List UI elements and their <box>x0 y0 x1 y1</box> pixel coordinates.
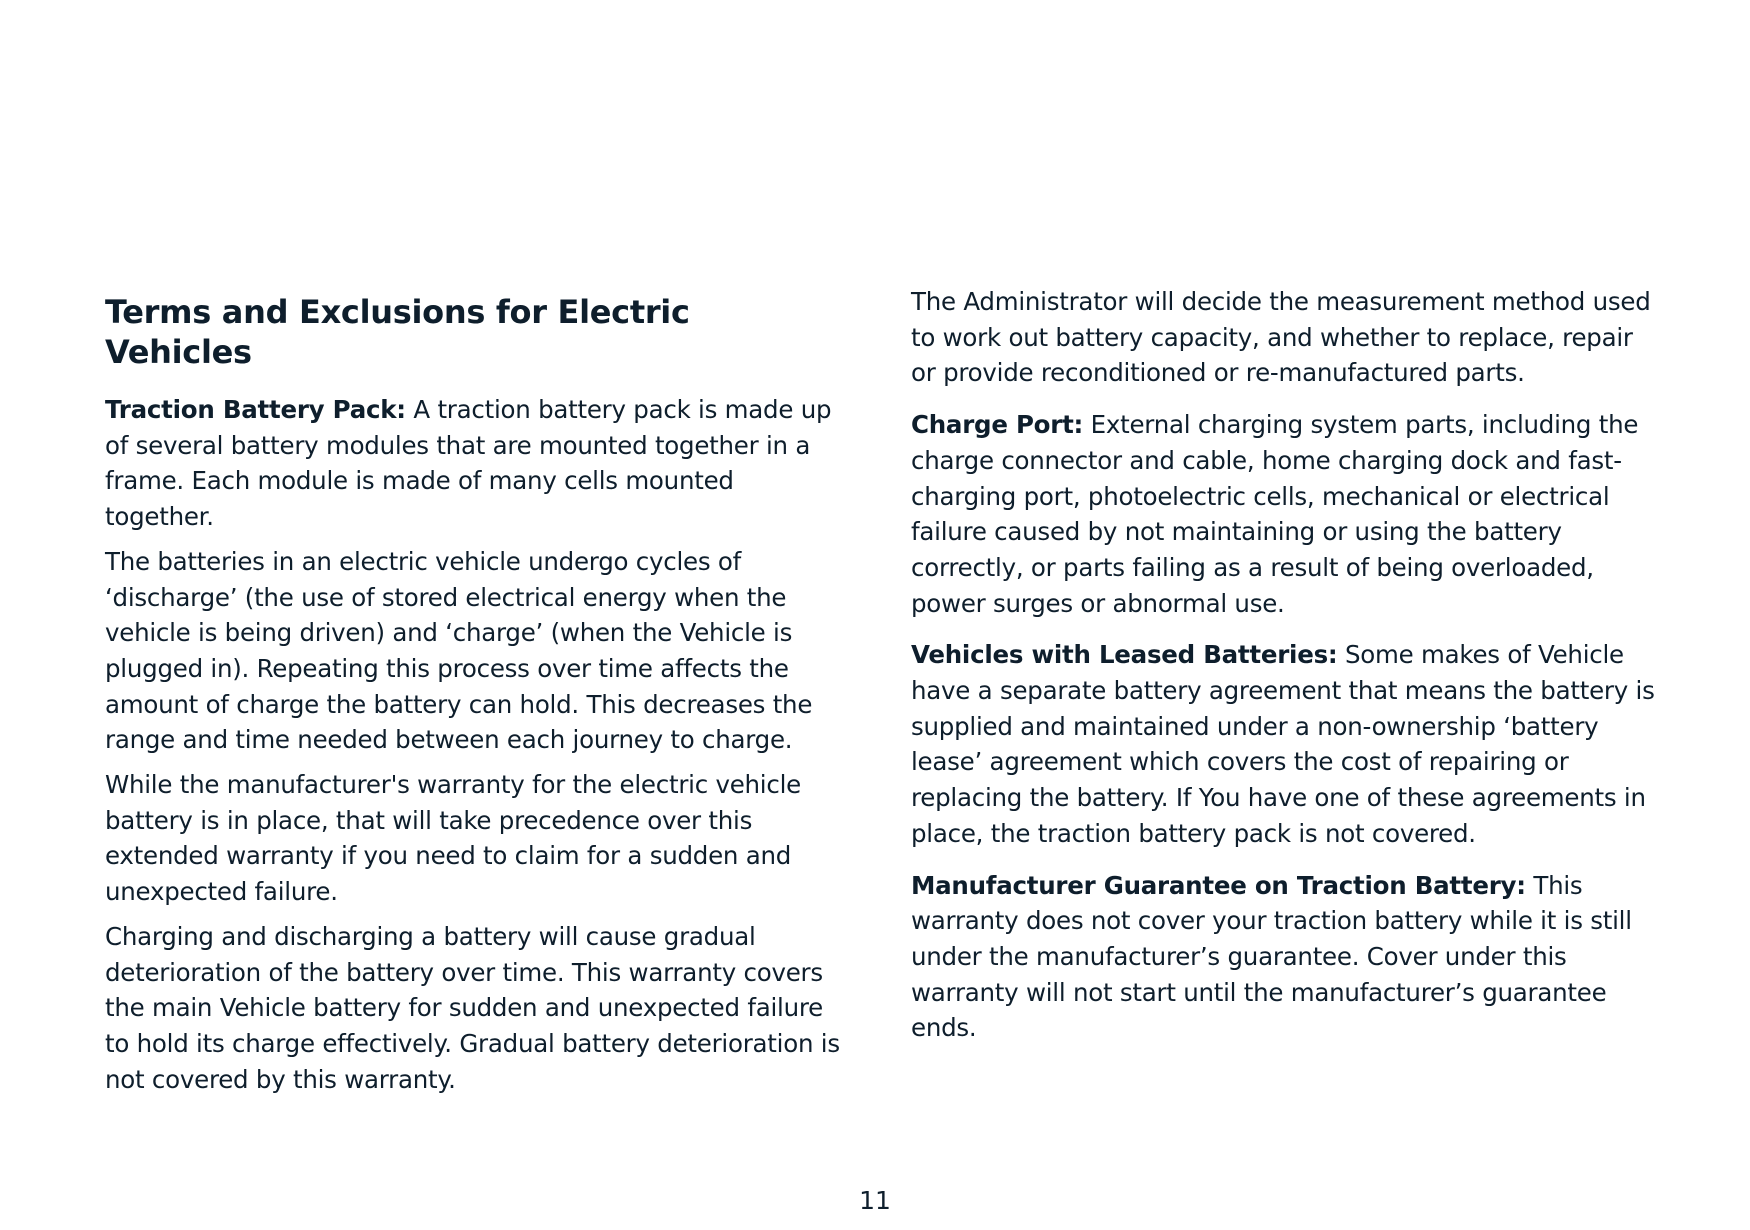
deterioration-paragraph: Charging and discharging a battery will cause gradual deterioration of the battery over time. This warranty covers the main Vehicle battery for sudden and unexpected failure to hold its charge effectively. Gradual battery deterioration is not covered by this warranty. <box>105 921 840 1094</box>
charge-port-paragraph <box>911 407 1656 621</box>
administrator-paragraph: The Administrator will decide the measurement method used to work out battery capacity, and whether to replace, repair or provide reconditioned or re-manufactured parts. <box>911 287 1651 388</box>
leased-batteries-text: Some makes of Vehicle have a separate battery agreement that means the battery is supplied and maintained under a non-ownership ‘battery lease’ agreement which covers the cost of repairing or replacing the battery. If You have one of these agreements in place, the traction battery pack is not covered. <box>911 640 1655 848</box>
manufacturer-guarantee-text: This warranty does not cover your traction battery while it is still under the manufacturer’s guarantee. Cover under this warranty will not start until the manufacturer’s guarantee ends. <box>911 870 1632 1043</box>
manufacturer-guarantee-term: Manufacturer Guarantee on Traction Battery: <box>911 870 1526 900</box>
battery-cycles-paragraph: The batteries in an electric vehicle undergo cycles of ‘discharge’ (the use of stored electrical energy when the vehicle is being driven) and ‘charge’ (when the Vehicle is plugged in). Repeating this process over time affects the amount of charge the battery can hold. This decreases the range and time needed between each journey to charge. <box>105 546 813 755</box>
charge-port-text: External charging system parts, including the charge connector and cable, home charging dock and fast-charging port, photoelectric cells, mechanical or electrical failure caused by not maintaining or using the battery correctly, or parts failing as a result of being overloaded, power surges or abnormal use. <box>911 410 1639 618</box>
page-number: 11 <box>859 1186 891 1215</box>
left-column <box>105 292 847 1106</box>
leased-batteries-term: Vehicles with Leased Batteries: <box>911 640 1338 670</box>
manufacturer-guarantee-paragraph <box>911 868 1656 1047</box>
section-heading: Terms and Exclusions for Electric Vehicles <box>105 293 690 371</box>
right-column <box>911 287 1656 1062</box>
traction-battery-term: Traction Battery Pack: <box>105 395 406 424</box>
leased-batteries-paragraph <box>911 637 1656 851</box>
manufacturer-warranty-paragraph: While the manufacturer's warranty for the electric vehicle battery is in place, that will take precedence over this extended warranty if you need to claim for a sudden and unexpected failure. <box>105 770 801 907</box>
charge-port-term: Charge Port: <box>911 410 1084 440</box>
traction-battery-text: A traction battery pack is made up of several battery modules that are mounted together in a frame. Each module is made of many cells mounted together. <box>105 395 832 532</box>
traction-battery-paragraph <box>105 392 847 535</box>
